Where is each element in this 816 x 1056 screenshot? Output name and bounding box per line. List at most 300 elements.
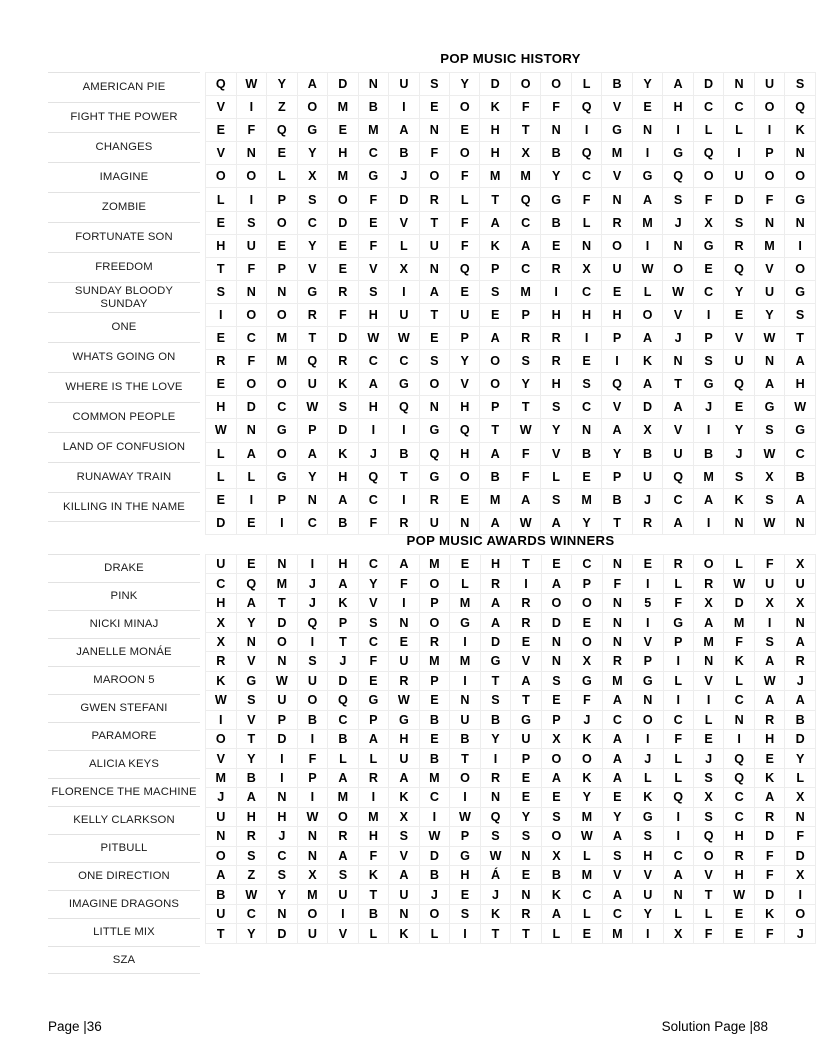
grid-cell: Q [724,373,754,396]
grid-cell: A [602,768,632,787]
grid-cell: T [206,257,237,280]
grid-cell: I [754,119,785,142]
grid-cell: I [511,574,541,593]
grid-cell: N [419,257,449,280]
grid-row [206,419,816,442]
grid-cell: O [206,846,237,865]
grid-cell: U [419,511,449,534]
grid-cell: X [206,613,237,632]
word-list-item: RUNAWAY TRAIN [48,462,200,492]
grid-cell: Q [389,396,420,419]
grid-cell: H [480,555,511,574]
grid-cell: A [511,671,541,690]
letter-grid-history [205,72,816,535]
word-list-item: FLORENCE THE MACHINE [48,778,200,806]
grid-cell: B [450,729,481,748]
grid-cell: F [450,234,480,257]
grid-cell: T [693,885,723,904]
grid-cell: E [358,671,388,690]
grid-cell: X [785,788,816,807]
grid-cell: N [267,788,298,807]
grid-cell: N [785,613,816,632]
grid-cell: S [206,280,237,303]
grid-cell: T [785,327,816,350]
grid-cell: P [602,465,632,488]
grid-cell: U [328,885,358,904]
grid-cell: E [541,691,571,710]
grid-cell: C [358,488,389,511]
grid-cell: H [450,866,481,885]
grid-cell: K [480,234,510,257]
page-footer [48,1019,768,1034]
grid-cell: O [632,303,663,326]
grid-cell: I [267,768,298,787]
grid-cell: E [480,303,510,326]
grid-cell: C [571,280,601,303]
grid-cell: N [389,904,420,923]
grid-cell: Y [571,511,601,534]
grid-row [206,652,816,671]
grid-cell: U [389,73,420,96]
grid-cell: A [419,280,449,303]
grid-cell: E [419,729,450,748]
grid-cell: I [297,555,328,574]
grid-cell: J [267,827,298,846]
grid-cell: W [389,327,420,350]
grid-cell: K [328,373,358,396]
grid-cell: G [297,280,328,303]
grid-cell: L [663,671,693,690]
grid-cell: E [511,788,541,807]
grid-cell: S [633,827,663,846]
grid-cell: C [724,96,754,119]
grid-cell: C [785,442,816,465]
grid-cell: Y [236,924,267,943]
grid-cell: C [602,904,632,923]
grid-row [206,729,816,748]
grid-cell: C [358,555,388,574]
grid-cell: D [328,327,358,350]
grid-cell: K [633,788,663,807]
grid-cell: R [541,257,571,280]
grid-cell: M [602,671,632,690]
grid-cell: K [541,885,571,904]
grid-cell: O [572,632,603,651]
grid-cell: G [267,465,297,488]
grid-cell: R [785,652,816,671]
grid-cell: U [389,303,420,326]
grid-cell: A [236,788,267,807]
grid-cell: O [236,373,267,396]
grid-cell: B [297,710,328,729]
grid-cell: R [663,555,693,574]
grid-cell: T [236,729,267,748]
grid-cell: H [724,866,755,885]
grid-cell: T [419,303,449,326]
grid-cell: W [724,574,755,593]
grid-cell: W [389,691,420,710]
grid-cell: U [419,234,449,257]
grid-cell: O [267,303,297,326]
grid-cell: F [724,632,755,651]
grid-cell: X [754,465,785,488]
grid-cell: X [510,142,541,165]
grid-cell: N [724,710,755,729]
grid-row [206,613,816,632]
grid-cell: W [754,671,785,690]
grid-cell: F [297,749,328,768]
grid-cell: P [754,142,785,165]
grid-cell: M [419,652,450,671]
grid-cell: A [236,593,267,612]
grid-cell: K [480,904,511,923]
grid-cell: B [328,729,358,748]
grid-cell: S [693,768,723,787]
grid-row [206,749,816,768]
grid-cell: S [724,465,754,488]
grid-cell: B [785,710,816,729]
grid-cell: C [206,574,237,593]
grid-cell: L [358,749,388,768]
grid-row [206,442,816,465]
grid-cell: C [328,710,358,729]
grid-cell: A [510,234,541,257]
grid-cell: F [510,465,541,488]
grid-cell: Q [450,419,480,442]
grid-cell: F [754,846,785,865]
grid-cell: V [358,257,389,280]
grid-cell: Q [571,142,601,165]
grid-cell: G [632,165,663,188]
grid-cell: E [206,119,237,142]
grid-cell: R [236,827,267,846]
grid-cell: N [236,632,267,651]
grid-cell: N [632,119,663,142]
grid-cell: L [541,924,571,943]
grid-cell: A [693,488,723,511]
grid-cell: S [785,73,816,96]
grid-cell: B [358,904,388,923]
grid-cell: O [450,142,480,165]
grid-cell: O [206,729,237,748]
grid-cell: S [358,613,388,632]
grid-cell: W [267,671,298,690]
grid-cell: J [693,396,723,419]
grid-cell: H [206,234,237,257]
grid-cell: E [267,142,297,165]
grid-cell: R [328,280,358,303]
grid-cell: I [663,827,693,846]
grid-cell: X [785,593,816,612]
grid-cell: E [419,691,450,710]
grid-cell: O [236,165,267,188]
grid-cell: D [724,593,755,612]
grid-cell: I [450,632,481,651]
grid-cell: E [571,350,601,373]
grid-row [206,465,816,488]
grid-cell: H [206,593,237,612]
grid-cell: D [328,419,358,442]
grid-cell: W [236,885,267,904]
grid-cell: E [724,924,755,943]
word-list-history [48,48,200,522]
grid-cell: E [754,749,785,768]
grid-cell: A [297,73,328,96]
grid-cell: V [754,257,785,280]
grid-cell: N [450,511,480,534]
grid-cell: G [450,613,481,632]
grid-cell: W [632,257,663,280]
grid-cell: O [328,807,358,826]
grid-cell: R [206,652,237,671]
grid-cell: T [511,555,541,574]
grid-cell: B [419,710,450,729]
grid-cell: O [754,165,785,188]
grid-cell: Q [236,574,267,593]
grid-cell: O [419,574,450,593]
grid-cell: O [754,96,785,119]
grid-cell: S [267,866,298,885]
grid-cell: G [572,671,603,690]
grid-cell: F [450,211,480,234]
grid-cell: N [633,691,663,710]
grid-cell: A [328,488,358,511]
grid-cell: D [267,613,298,632]
grid-row [206,234,816,257]
grid-cell: T [602,511,632,534]
word-list-item: FORTUNATE SON [48,222,200,252]
grid-cell: C [358,632,388,651]
grid-cell: N [663,350,694,373]
grid-cell: A [602,827,632,846]
grid-cell: O [267,373,297,396]
grid-cell: N [785,211,816,234]
grid-cell: A [480,511,510,534]
grid-cell: N [267,280,297,303]
grid-cell: G [358,691,388,710]
grid-cell: R [510,327,541,350]
grid-cell: E [450,555,481,574]
grid-cell: W [510,419,541,442]
grid-cell: U [206,807,237,826]
grid-cell: S [511,827,541,846]
grid-cell: H [358,303,389,326]
grid-cell: G [297,119,328,142]
solution-page-label: Solution Page |88 [661,1019,768,1034]
grid-cell: N [663,234,694,257]
grid-cell: V [602,165,632,188]
grid-cell: M [206,768,237,787]
grid-cell: Y [632,73,663,96]
grid-cell: I [389,488,420,511]
grid-cell: E [358,211,389,234]
grid-cell: M [602,142,632,165]
grid-cell: S [297,188,328,211]
grid-cell: T [480,188,510,211]
grid-cell: J [297,593,328,612]
grid-cell: Y [754,303,785,326]
grid-cell: D [328,671,358,690]
grid-cell: I [663,807,693,826]
grid-cell: H [754,729,785,748]
grid-cell: J [633,749,663,768]
grid-row [206,691,816,710]
grid-cell: Q [358,465,389,488]
grid-cell: O [633,710,663,729]
grid-cell: S [724,211,754,234]
grid-cell: P [297,768,328,787]
grid-cell: M [328,165,358,188]
grid-cell: I [206,303,237,326]
grid-cell: G [663,142,694,165]
grid-row [206,327,816,350]
grid-cell: A [328,768,358,787]
grid-cell: E [206,488,237,511]
grid-cell: R [358,768,388,787]
grid-cell: G [511,710,541,729]
grid-cell: I [389,280,420,303]
grid-cell: A [541,904,571,923]
word-list-item: AMERICAN PIE [48,72,200,102]
grid-cell: B [541,142,571,165]
grid-cell: E [632,96,663,119]
grid-cell: V [206,96,237,119]
grid-cell: U [297,671,328,690]
grid-cell: A [632,188,663,211]
grid-cell: D [541,613,571,632]
grid-row [206,593,816,612]
page-number-label: Page |36 [48,1019,102,1034]
grid-cell: P [267,488,297,511]
word-list-item: DRAKE [48,554,200,582]
grid-cell: M [267,350,297,373]
grid-cell: Q [693,827,723,846]
grid-cell: A [663,866,693,885]
grid-cell: V [693,671,723,690]
grid-cell: F [541,96,571,119]
grid-cell: U [785,574,816,593]
grid-cell: V [602,866,632,885]
grid-cell: X [693,593,723,612]
grid-cell: V [450,373,480,396]
grid-cell: M [450,652,481,671]
grid-cell: P [267,710,298,729]
grid-cell: A [754,788,785,807]
grid-cell: Y [297,234,328,257]
grid-cell: T [511,691,541,710]
grid-cell: H [358,396,389,419]
grid-cell: A [754,691,785,710]
grid-cell: B [480,465,510,488]
grid-cell: L [724,555,755,574]
grid-cell: H [602,303,632,326]
grid-cell: J [663,211,694,234]
grid-cell: N [419,119,449,142]
grid-cell: F [602,574,632,593]
grid-cell: F [236,257,267,280]
grid-cell: T [510,396,541,419]
grid-cell: H [571,303,601,326]
grid-cell: I [450,788,481,807]
grid-cell: F [358,234,389,257]
grid-cell: F [389,574,420,593]
grid-cell: G [602,119,632,142]
grid-cell: B [785,465,816,488]
grid-cell: N [389,613,420,632]
grid-cell: P [267,257,297,280]
grid-cell: L [663,749,693,768]
grid-cell: D [480,73,510,96]
grid-cell: O [450,96,480,119]
word-list-item: IMAGINE DRAGONS [48,890,200,918]
grid-cell: N [541,652,571,671]
grid-cell: Y [358,574,388,593]
grid-cell: T [480,419,510,442]
grid-cell: J [724,442,754,465]
grid-cell: N [693,652,723,671]
grid-cell: M [480,488,510,511]
grid-cell: J [480,885,511,904]
grid-row [206,827,816,846]
grid-cell: N [297,846,328,865]
grid-cell: M [419,555,450,574]
grid-cell: R [511,593,541,612]
puzzle-title-awards: POP MUSIC AWARDS WINNERS [406,533,615,548]
grid-cell: P [450,827,481,846]
grid-cell: E [693,257,723,280]
grid-cell: V [511,652,541,671]
grid-cell: V [206,142,237,165]
grid-cell: D [785,729,816,748]
word-list-item: KELLY CLARKSON [48,806,200,834]
grid-cell: K [206,671,237,690]
grid-cell: O [297,96,328,119]
grid-cell: J [632,488,663,511]
grid-cell: H [328,555,358,574]
grid-cell: L [693,710,723,729]
grid-cell: H [450,396,480,419]
grid-cell: H [785,373,816,396]
grid-cell: R [541,327,571,350]
grid-cell: F [358,652,388,671]
grid-cell: I [633,574,663,593]
grid-cell: S [328,396,358,419]
grid-cell: Y [297,465,328,488]
grid-cell: I [633,613,663,632]
grid-cell: O [541,73,571,96]
grid-cell: O [267,211,297,234]
grid-cell: F [358,188,389,211]
grid-cell: D [785,846,816,865]
grid-cell: W [785,396,816,419]
grid-cell: U [389,885,420,904]
grid-cell: X [541,846,571,865]
grid-cell: Y [724,280,754,303]
grid-cell: B [358,96,389,119]
grid-cell: E [633,555,663,574]
grid-cell: N [571,419,601,442]
grid-cell: U [632,465,663,488]
grid-cell: U [754,73,785,96]
grid-row [206,350,816,373]
grid-cell: L [571,211,601,234]
grid-cell: I [267,511,297,534]
puzzle-pop-music-awards-winners [48,530,816,974]
grid-cell: S [785,303,816,326]
grid-cell: L [571,73,601,96]
grid-cell: C [663,846,693,865]
grid-cell: Y [511,807,541,826]
